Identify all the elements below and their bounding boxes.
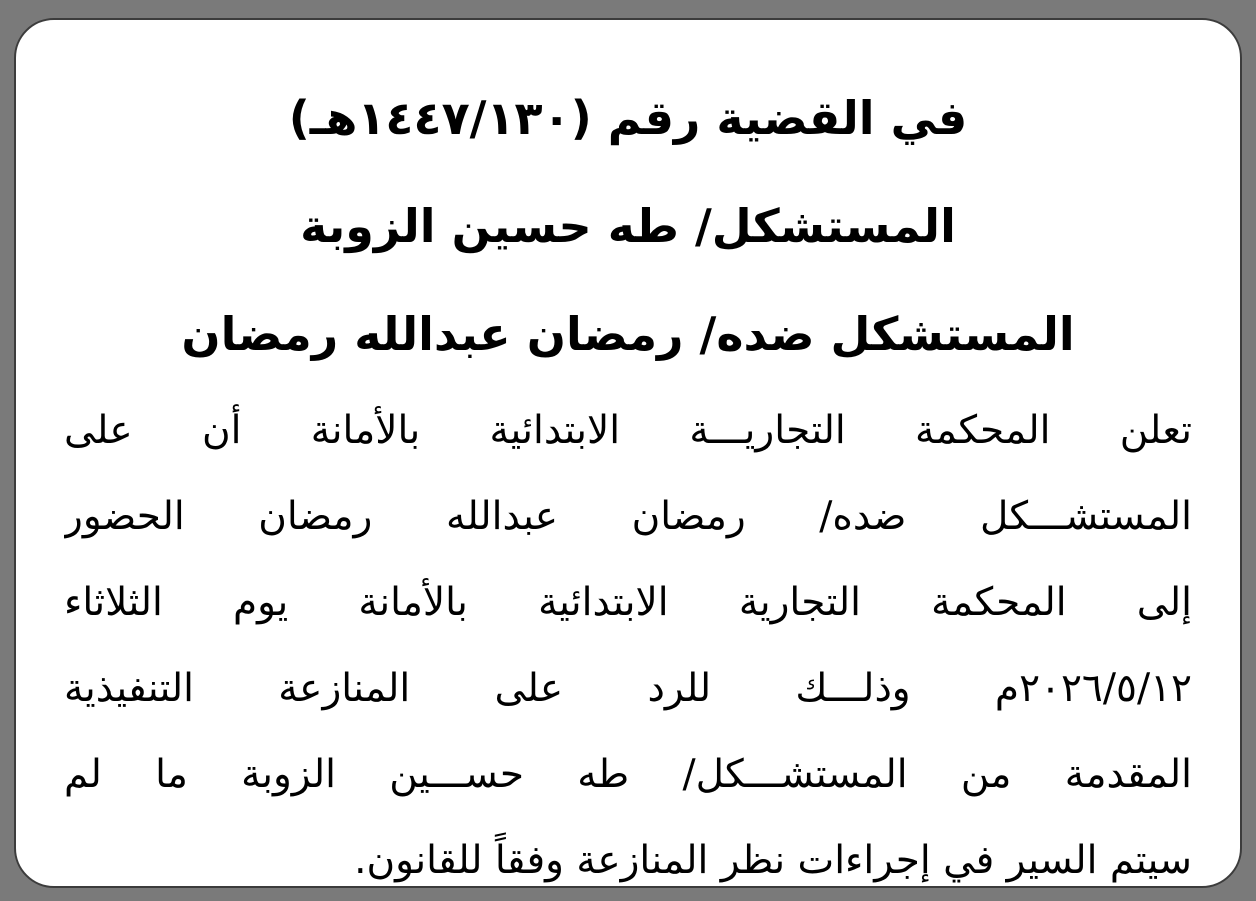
notice-content — [16, 20, 1240, 888]
case-number-heading: في القضية رقم (١٤٤٧/١٣٠هـ) — [288, 91, 968, 145]
defendant-heading: المستشكل ضده/ رمضان عبدالله رمضان — [181, 307, 1075, 361]
notice-box — [14, 18, 1242, 888]
notice-body — [64, 388, 1192, 888]
body-line: المقدمة من المستشـــكل/ طه حســـين الزوبة ما لم — [64, 752, 1192, 797]
plaintiff-heading: المستشكل/ طه حسين الزوبة — [300, 199, 956, 253]
body-line: المستشـــكل ضده/ رمضان عبدالله رمضان الحضور — [64, 494, 1192, 539]
body-line: سيتم السير في إجراءات نظر المنازعة وفقاً للقانون. — [354, 838, 1192, 883]
body-line: إلى المحكمة التجارية الابتدائية بالأمانة يوم الثلاثاء — [64, 580, 1192, 625]
body-line: ٢٠٢٦/٥/١٢م وذلـــك للرد على المنازعة التنفيذية — [64, 666, 1192, 711]
body-line: تعلن المحكمة التجاريـــة الابتدائية بالأمانة أن على — [64, 408, 1192, 453]
